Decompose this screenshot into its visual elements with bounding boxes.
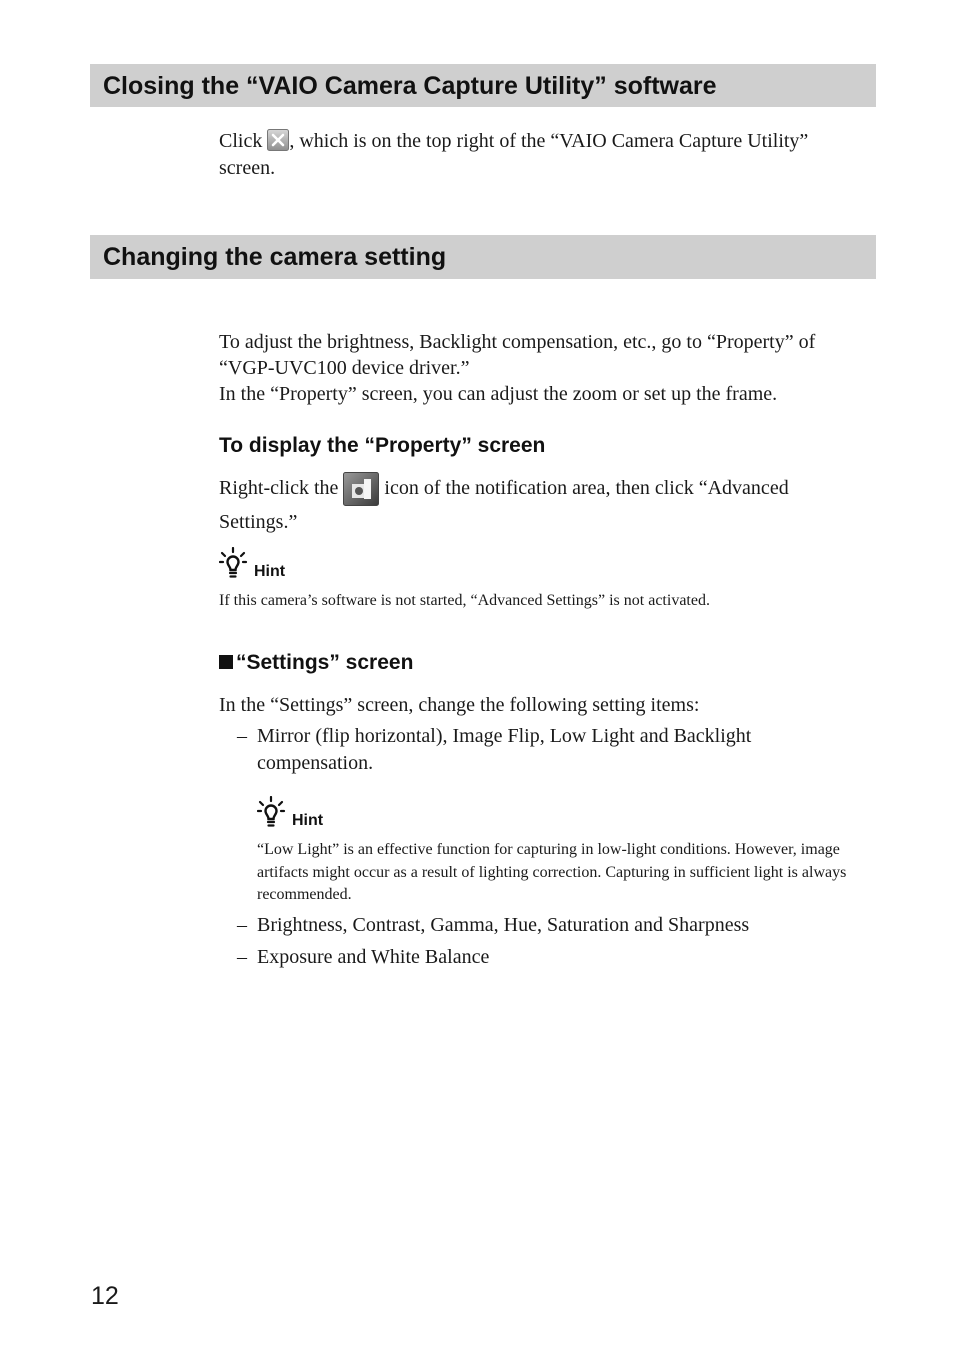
dash-bullet: – bbox=[237, 914, 247, 936]
property-subheading: To display the “Property” screen bbox=[219, 434, 546, 457]
black-square-bullet bbox=[219, 655, 233, 669]
closing-text-start: Click bbox=[219, 130, 268, 152]
closing-instructions bbox=[219, 128, 869, 181]
hint-label-1: Hint bbox=[254, 563, 286, 580]
lightbulb-hint-icon bbox=[219, 547, 251, 581]
intro-paragraph-1: To adjust the brightness, Backlight compensation, etc., go to “Property” of “VGP-UVC100 device driver.” bbox=[219, 331, 816, 379]
dash-bullet: – bbox=[237, 725, 247, 747]
property-instructions bbox=[219, 472, 869, 537]
closing-text-end: , which is on the top right of the “VAIO Camera Capture Utility” screen. bbox=[219, 130, 809, 180]
lightbulb-hint-icon bbox=[257, 796, 289, 830]
property-text-end: icon of the notification area, then click “Advanced Settings.” bbox=[219, 477, 789, 533]
close-x-icon bbox=[267, 129, 289, 155]
settings-subheading bbox=[219, 651, 413, 675]
dash-bullet: – bbox=[237, 946, 247, 968]
hint-text-2: “Low Light” is an effective function for capturing in low-light conditions. However, image artifacts might occur as a result of lighting correction. Capturing in sufficient light is always recommended. bbox=[257, 841, 847, 903]
hint-text-1: If this camera’s software is not started, “Advanced Settings” is not activated. bbox=[219, 592, 710, 609]
hint-block-2 bbox=[257, 796, 457, 830]
list-item bbox=[237, 912, 857, 939]
camera-tray-icon bbox=[343, 472, 379, 507]
page-number: 12 bbox=[91, 1282, 119, 1310]
list-item-text: Exposure and White Balance bbox=[257, 946, 490, 968]
hint-block-1 bbox=[219, 547, 419, 581]
section-heading-closing: Closing the “VAIO Camera Capture Utility” software bbox=[90, 64, 876, 107]
list-item bbox=[237, 944, 857, 971]
section-heading-camera-setting: Changing the camera setting bbox=[90, 235, 876, 279]
settings-subheading-text: “Settings” screen bbox=[236, 651, 414, 674]
list-item-text: Mirror (flip horizontal), Image Flip, Low Light and Backlight compensation. bbox=[257, 725, 752, 774]
settings-intro: In the “Settings” screen, change the following setting items: bbox=[219, 694, 700, 716]
list-item bbox=[237, 723, 857, 777]
hint-label-2: Hint bbox=[292, 812, 324, 829]
property-text-start: Right-click the bbox=[219, 477, 344, 500]
intro-paragraph-2: In the “Property” screen, you can adjust the zoom or set up the frame. bbox=[219, 383, 778, 405]
list-item-text: Brightness, Contrast, Gamma, Hue, Saturation and Sharpness bbox=[257, 914, 750, 936]
